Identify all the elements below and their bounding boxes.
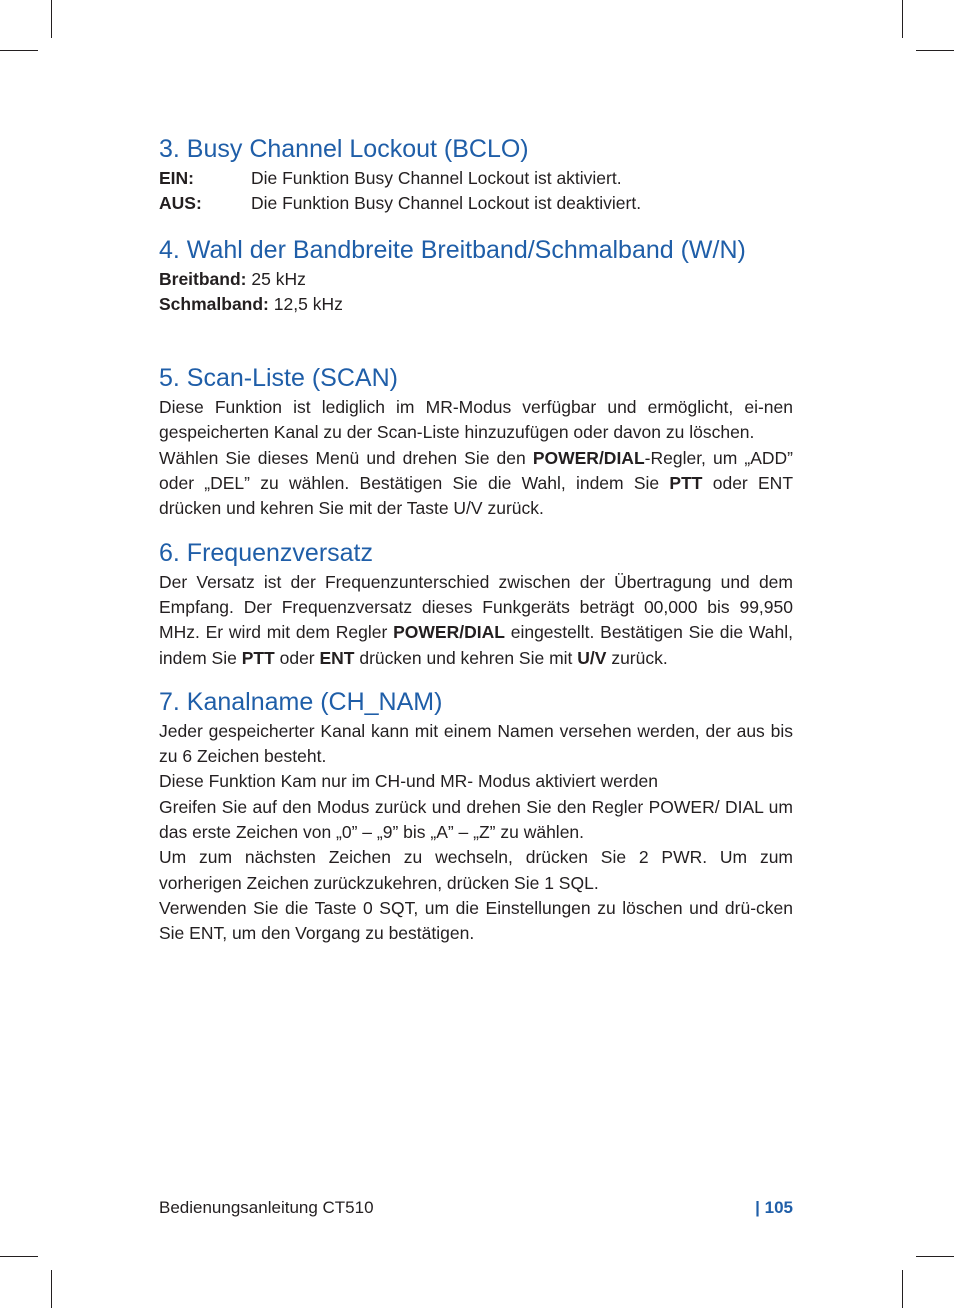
crop-mark-bottom-left-vertical (51, 1270, 52, 1308)
schmalband-label: Schmalband: (159, 293, 269, 314)
crop-mark-bottom-right-vertical (902, 1270, 903, 1308)
section-heading: 7. Kanalname (CH_NAM) (159, 687, 443, 716)
crop-mark-top-right-vertical (902, 0, 903, 38)
section-heading: 6. Frequenzversatz (159, 538, 373, 567)
page-number: | 105 (755, 1198, 793, 1217)
chnam-paragraph-5: Verwenden Sie die Taste 0 SQT, um die Einstellungen zu löschen und drü-cken Sie ENT, um den Vorgang zu bestätigen. (159, 897, 793, 944)
crop-mark-top-left-horizontal (0, 50, 38, 51)
scan-paragraph-1: Diese Funktion ist lediglich im MR-Modus verfügbar und ermöglicht, ei-nen gespeicherten Kanal zu der Scan-Liste hinzuzufügen oder davon zu löschen. (159, 397, 793, 443)
section-scan (159, 361, 793, 521)
section-heading: 3. Busy Channel Lockout (BCLO) (159, 135, 529, 163)
ein-label: EIN: (159, 168, 194, 188)
frequency-paragraph: Der Versatz ist der Frequenzunterschied zwischen der Übertragung und dem Empfang. Der Frequenzversatz dieses Funkgeräts beträgt 00,000 bis 99,950 MHz. Er wird mit dem Regler POWER/DIAL eingestellt. Bestätigen Sie die Wahl, indem Sie PTT oder ENT drücken und kehren Sie mit U/V zurück. (159, 571, 793, 668)
schmalband-line (159, 292, 793, 317)
page-footer (159, 1195, 793, 1221)
crop-mark-bottom-right-horizontal (916, 1256, 954, 1257)
aus-label: AUS: (159, 193, 202, 214)
schmalband-value: 12,5 kHz (273, 293, 343, 314)
breitband-line (159, 267, 793, 292)
section-frequency-offset (159, 536, 793, 671)
aus-row (159, 191, 793, 216)
ein-row (159, 166, 793, 191)
section-heading: 5. Scan-Liste (SCAN) (159, 364, 398, 393)
crop-mark-top-right-horizontal (916, 50, 954, 51)
section-heading: 4. Wahl der Bandbreite Breitband/Schmalband (W/N) (159, 235, 746, 264)
crop-mark-bottom-left-horizontal (0, 1256, 38, 1257)
chnam-paragraph-2: Diese Funktion Kam nur im CH-und MR- Modus aktiviert werden (159, 771, 658, 792)
crop-mark-top-left-vertical (51, 0, 52, 38)
chnam-paragraph-1: Jeder gespeicherter Kanal kann mit einem Namen versehen werden, der aus bis zu 6 Zeichen besteht. (159, 720, 793, 767)
section-bclo (159, 132, 793, 217)
breitband-value: 25 kHz (251, 268, 306, 289)
aus-text: Die Funktion Busy Channel Lockout ist deaktiviert. (251, 193, 642, 214)
chnam-paragraph-4: Um zum nächsten Zeichen zu wechseln, drücken Sie 2 PWR. Um zum vorherigen Zeichen zurückzukehren, drücken Sie 1 SQL. (159, 847, 793, 893)
page-content (159, 132, 793, 947)
ein-text: Die Funktion Busy Channel Lockout ist aktiviert. (251, 168, 622, 188)
scan-paragraph-2: Wählen Sie dieses Menü und drehen Sie den POWER/DIAL-Regler, um „ADD” oder „DEL” zu wählen. Bestätigen Sie die Wahl, indem Sie PTT oder ENT drücken und kehren Sie mit der Taste U/V zurück. (159, 447, 794, 519)
chnam-paragraph-3: Greifen Sie auf den Modus zurück und drehen Sie den Regler POWER/ DIAL um das erste Zeichen von „0” – „9” bis „A” – „Z” zu wählen. (159, 796, 793, 843)
footer-document-title: Bedienungsanleitung CT510 (159, 1198, 374, 1217)
section-channel-name (159, 685, 793, 947)
breitband-label: Breitband: (159, 268, 247, 289)
section-bandwidth (159, 233, 793, 318)
